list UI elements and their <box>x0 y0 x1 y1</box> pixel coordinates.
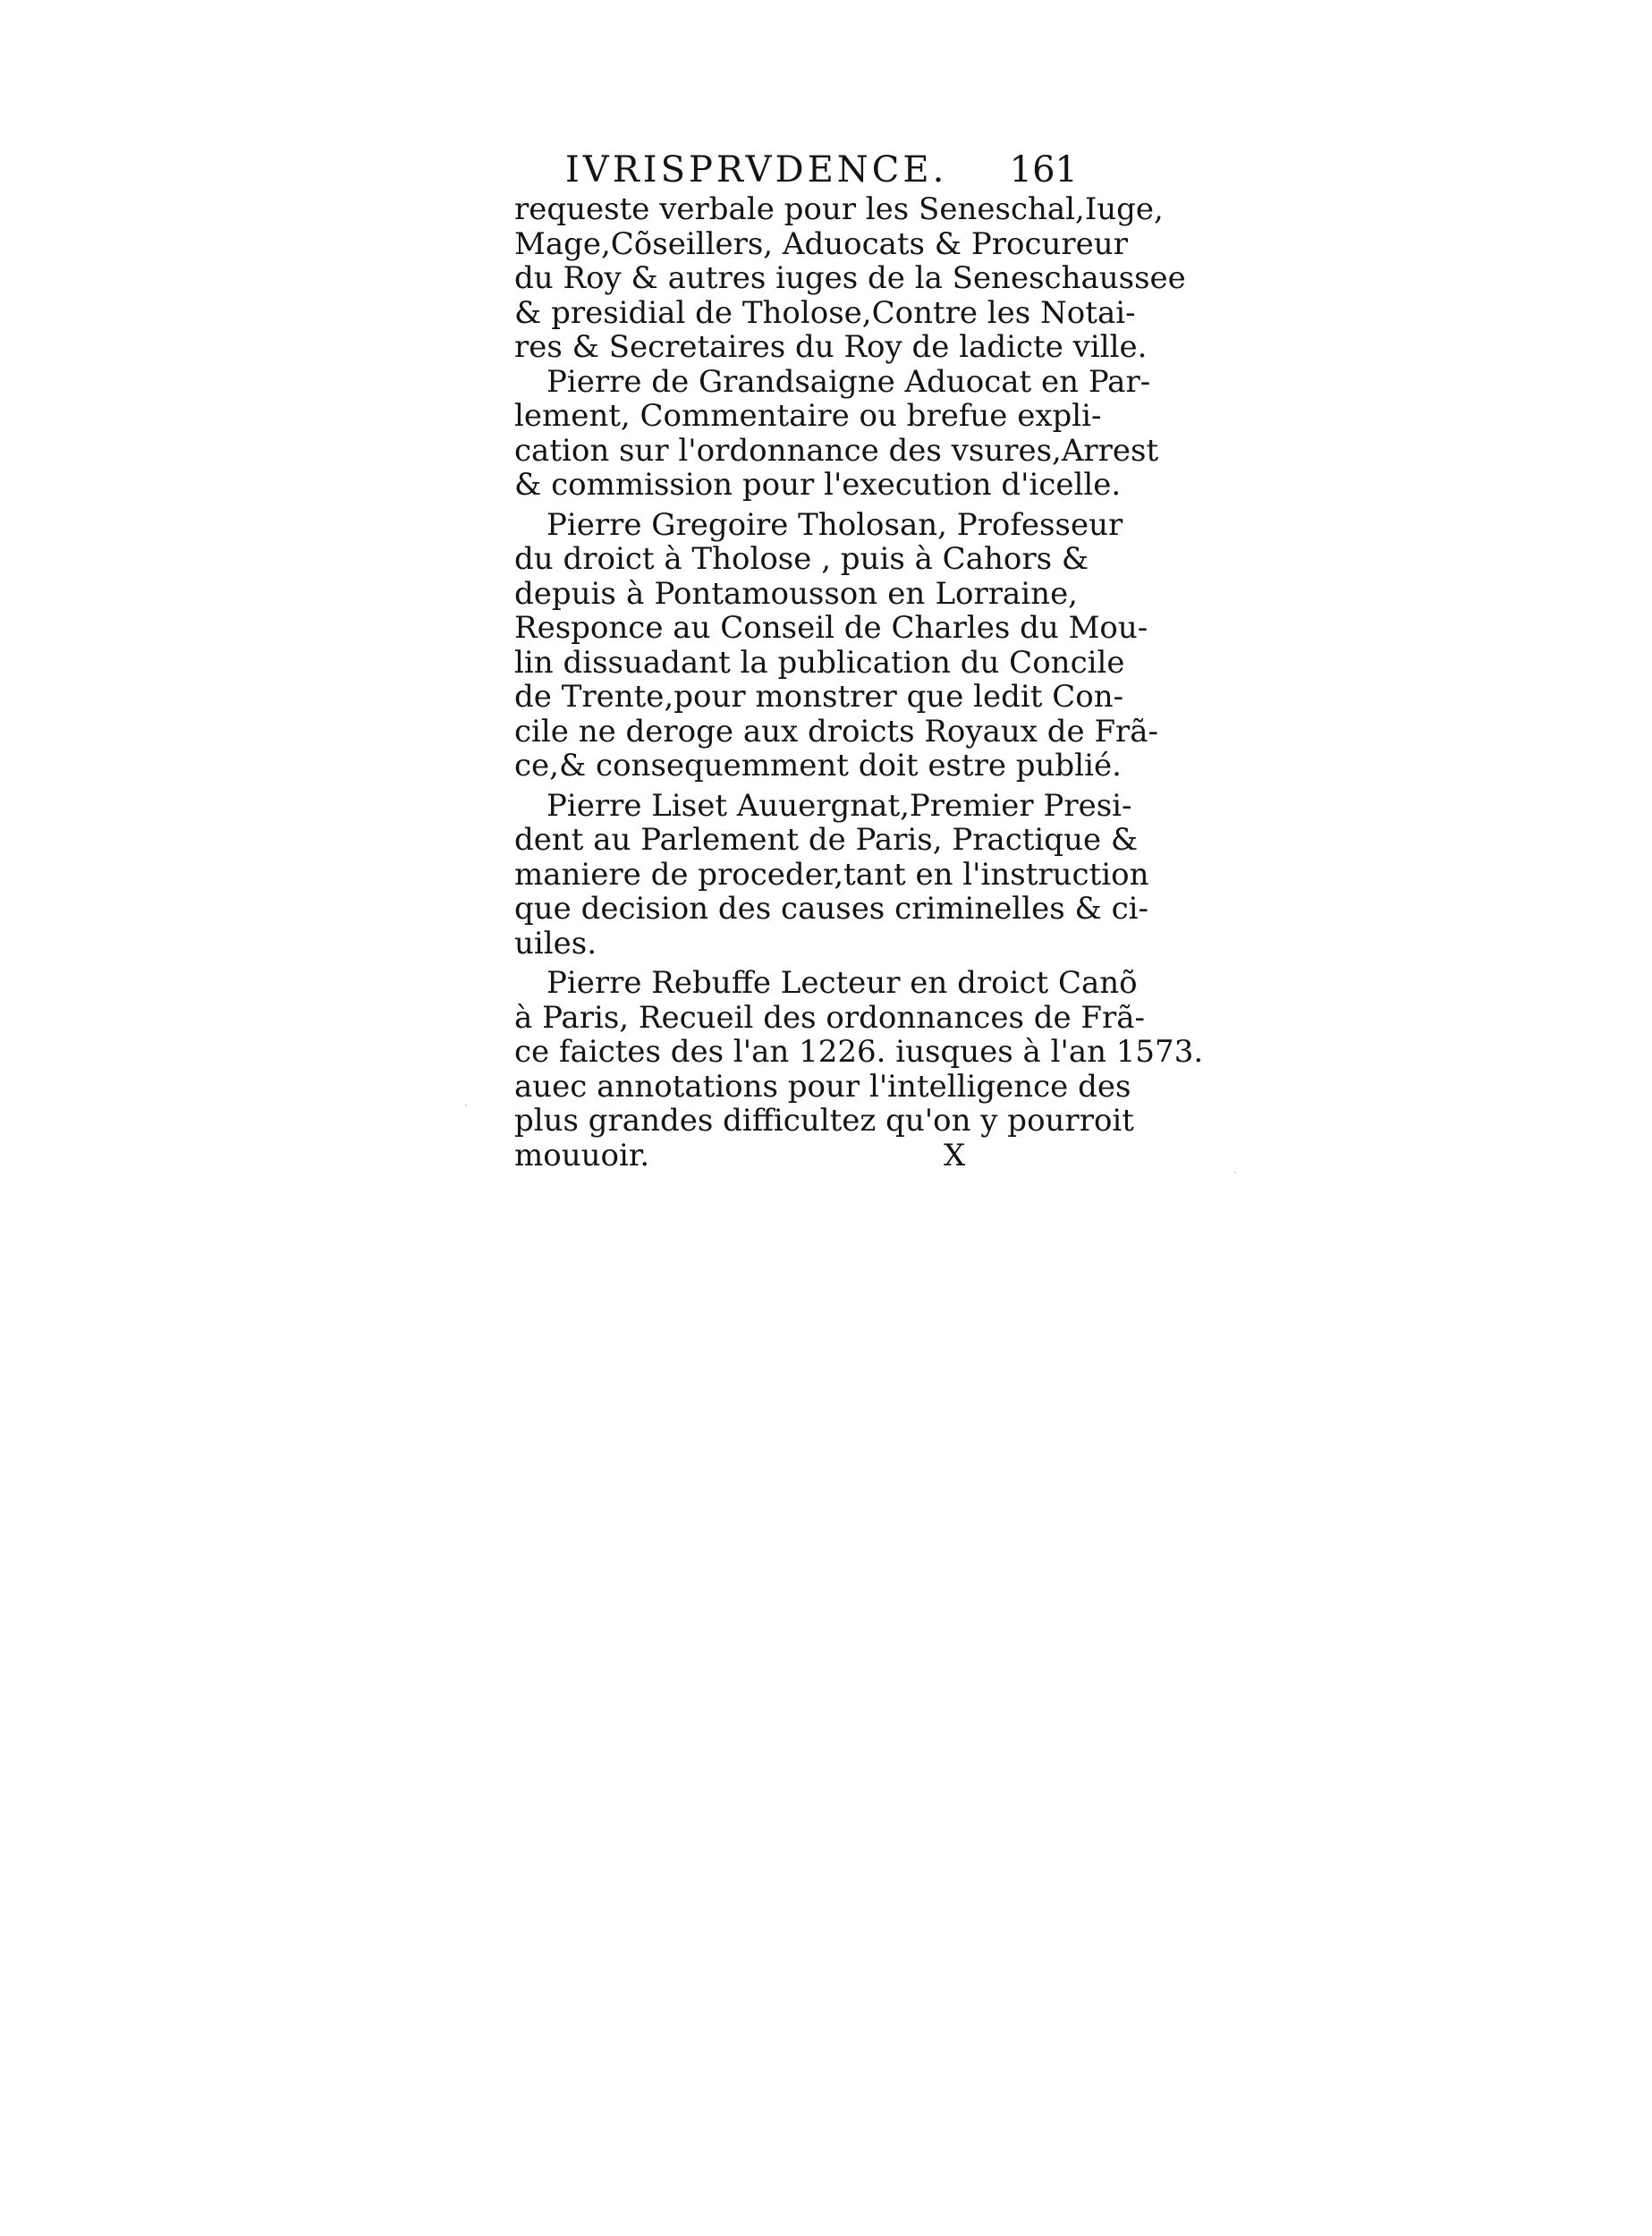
page-header <box>514 148 1078 192</box>
text-line: mouuoir. <box>514 1137 650 1173</box>
text-line: ce,& consequemment doit estre publié. <box>514 748 1122 783</box>
text-line: de Trente,pour monstrer que ledit Con- <box>514 679 1124 715</box>
text-line: dent au Parlement de Paris, Practique & <box>514 822 1139 858</box>
text-line: Pierre Liset Auuergnat,Premier Presi- <box>546 787 1132 824</box>
text-line: cile ne deroge aux droicts Royaux de Frã- <box>514 713 1159 750</box>
text-line: que decision des causes criminelles & ci- <box>514 891 1148 927</box>
page-footer <box>514 1139 1078 1173</box>
text-line: lement, Commentaire ou brefue expli- <box>514 398 1102 434</box>
text-line: auec annotations pour l'intelligence des <box>514 1068 1131 1105</box>
text-line: & commission pour l'execution d'icelle. <box>514 467 1122 503</box>
text-line: res & Secretaires du Roy de ladicte ville. <box>514 329 1148 365</box>
text-line: plus grandes difficultez qu'on y pourroit <box>514 1103 1134 1139</box>
text-line: requeste verbale pour les Seneschal,Iuge, <box>514 191 1164 227</box>
text-line: Pierre de Grandsaigne Aduocat en Par- <box>546 363 1151 400</box>
text-line: Pierre Gregoire Tholosan, Professeur <box>546 506 1123 543</box>
entry-grandsaigne <box>514 363 1159 503</box>
page-number: 161 <box>1009 149 1078 191</box>
text-line: du droict à Tholose , puis à Cahors & <box>514 541 1089 577</box>
text-line: & presidial de Tholose,Contre les Notai- <box>514 294 1136 331</box>
text-line: Pierre Rebuffe Lecteur en droict Canõ <box>546 965 1138 1001</box>
text-line: uiles. <box>514 925 597 961</box>
entry-liset <box>514 787 1149 961</box>
paper-speck <box>1234 1172 1236 1173</box>
entry-gregoire <box>514 506 1159 783</box>
text-line: maniere de proceder,tant en l'instruction <box>514 856 1149 893</box>
text-line: cation sur l'ordonnance des vsures,Arrest <box>514 432 1159 469</box>
text-line: depuis à Pontamousson en Lorraine, <box>514 575 1078 612</box>
text-line: lin dissuadant la publication du Concile <box>514 644 1125 681</box>
text-line: du Roy & autres iuges de la Seneschaussee <box>514 260 1186 296</box>
text-line: ce faictes des l'an 1226. iusques à l'an 1573. <box>514 1034 1204 1070</box>
signature-mark: X <box>944 1137 966 1173</box>
running-head: IVRISPRVDENCE. <box>565 149 948 191</box>
paper-speck <box>465 1105 467 1106</box>
text-block <box>514 148 1204 1173</box>
text-line: Mage,Cõseillers, Aduocats & Procureur <box>514 225 1128 262</box>
entry-rebuffe <box>514 965 1204 1139</box>
text-line: à Paris, Recueil des ordonnances de Frã- <box>514 999 1146 1036</box>
paragraph-continuation <box>514 191 1186 365</box>
text-line: Responce au Conseil de Charles du Mou- <box>514 610 1148 646</box>
